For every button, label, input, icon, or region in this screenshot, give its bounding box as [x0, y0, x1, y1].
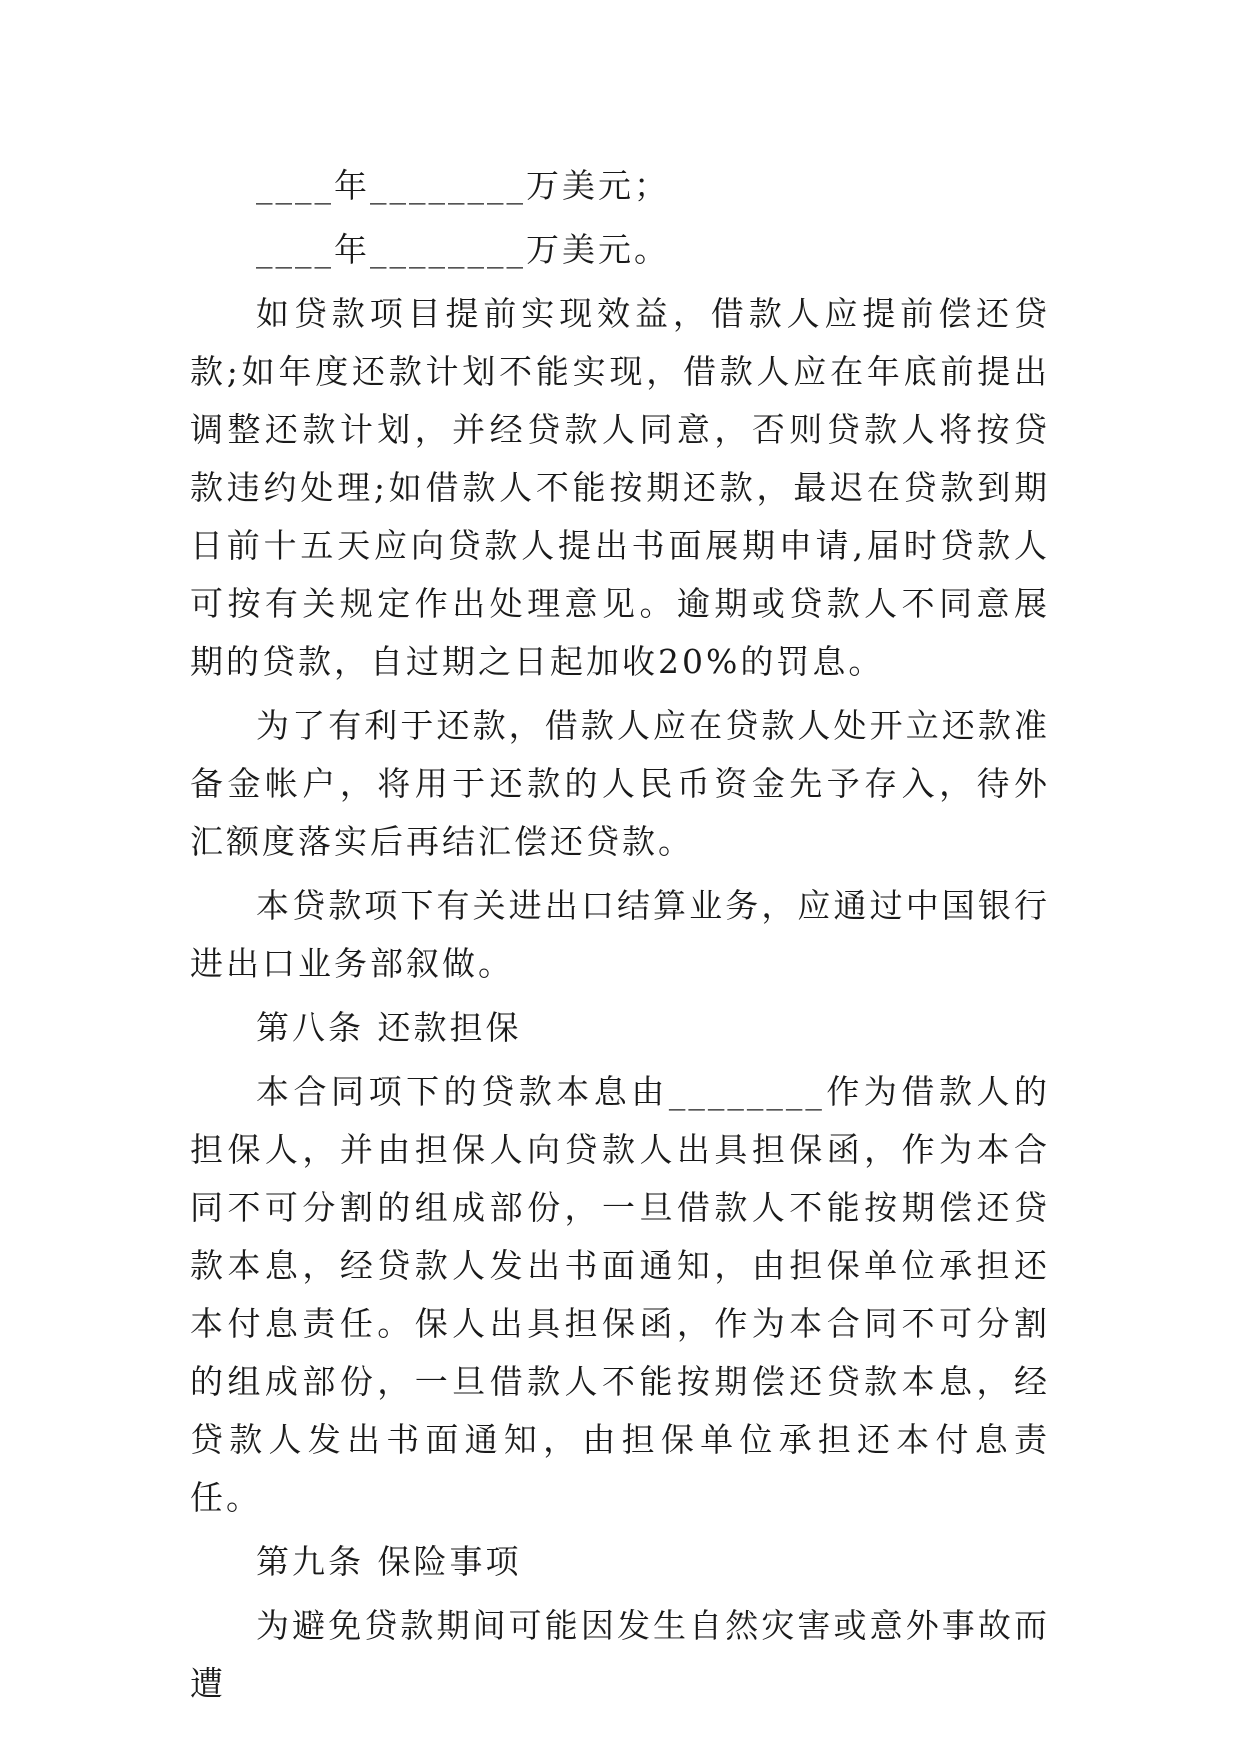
article-9-heading: 第九条 保险事项 — [256, 1542, 522, 1581]
insurance-paragraph: 为避免贷款期间可能因发生自然灾害或意外事故而遭 — [190, 1606, 1050, 1703]
repayment-schedule-line: ____年________万美元； — [256, 166, 670, 205]
guarantee-paragraph: 本合同项下的贷款本息由________作为借款人的担保人，并由担保人向贷款人出具担保函，作为本合同不可分割的组成部份，一旦借款人不能按期偿还贷款本息，经贷款人发出书面通知，由担保单位承担还本付息责任。保人出具担保函，作为本合同不可分割的组成部份，一旦借款人不能按期偿还贷款本息，经贷款人发出书面通知，由担保单位承担还本付息责任。 — [190, 1072, 1050, 1517]
repayment-schedule-line: ____年________万美元。 — [256, 230, 670, 269]
reserve-account-paragraph: 为了有利于还款，借款人应在贷款人处开立还款准备金帐户，将用于还款的人民币资金先予存入，待外汇额度落实后再结汇偿还贷款。 — [190, 706, 1050, 861]
early-repayment-paragraph: 如贷款项目提前实现效益，借款人应提前偿还贷款;如年度还款计划不能实现，借款人应在年底前提出调整还款计划，并经贷款人同意，否则贷款人将按贷款违约处理;如借款人不能按期还款，最迟在贷款到期日前十五天应向贷款人提出书面展期申请,届时贷款人可按有关规定作出处理意见。逾期或贷款人不同意展期的贷款，自过期之日起加收20%的罚息。 — [190, 294, 1050, 681]
article-8-heading: 第八条 还款担保 — [256, 1008, 522, 1047]
document-body — [190, 157, 1050, 1713]
settlement-paragraph: 本贷款项下有关进出口结算业务，应通过中国银行进出口业务部叙做。 — [190, 886, 1050, 983]
